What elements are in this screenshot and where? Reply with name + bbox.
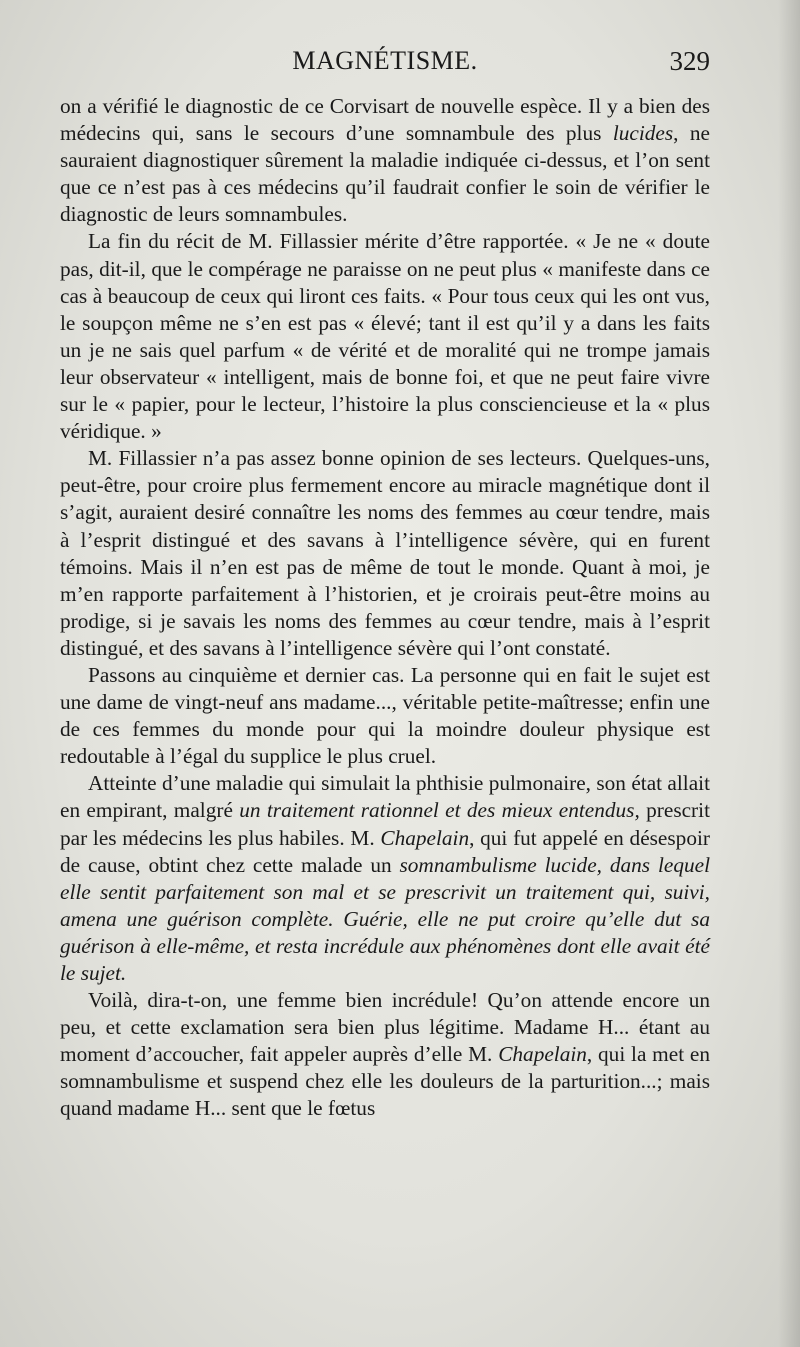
paragraph-1-text: on a vérifié le diagnostic de ce Corvisart de nouvelle espèce. Il y a bien des médecins qui, sans le secours d’une somnambule des plus [60,94,710,146]
paragraph-1-italic: lucides [612,121,674,146]
paragraph-6-text-a: Voilà, dira-t-on, une femme bien incrédule! Qu’on attende encore un peu, et cette exclamation sera bien plus légitime. Madame H... étant au moment d’accoucher, fait appeler auprès d’elle M. [60,988,710,1067]
paragraph-1-end: , ne sauraient diagnostiquer sûrement la maladie indiquée ci-dessus, et l’on sent que ce n’est pas à ces médecins qu’il faudrait confier le soin de vérifier le diagnostic de leurs somnambules. [60,121,710,227]
paragraph-6-italic: Chapelain [498,1042,587,1067]
paragraph-5-italic-3: somnambulisme lucide, dans lequel elle sentit parfaitement son mal et se prescrivit un traitement qui, suivi, amena une guérison complète. Guérie, elle ne put croire qu’elle dut sa guérison à elle-même, et resta incrédule aux phénomènes dont elle avait été le sujet. [60,852,710,985]
paragraph-4: Passons au cinquième et dernier cas. La personne qui en fait le sujet est une dame de vingt-neuf ans madame..., véritable petite-maîtresse; enfin une de ces femmes du monde pour qui la moindre douleur physique est redoutable à l’égal du supplice le plus cruel. [60,662,710,769]
paragraph-5-text-c: , qui fut appelé en désespoir de cause, obtint chez cette malade un [60,825,710,877]
page-edge-shadow [778,0,800,1347]
paragraph-5-italic-2: Chapelain [380,825,470,850]
paragraph-5-text-a: Atteinte d’une maladie qui simulait la phthisie pulmonaire, son état allait en empirant, malgré [60,771,710,823]
paragraph-5 [60,770,710,987]
paragraph-6-text-b: , qui la met en somnambulisme et suspend chez elle les douleurs de la parturition...; mais quand madame H... sent que le fœtus [60,1042,711,1121]
body-text [60,93,710,1123]
paragraph-2: La fin du récit de M. Fillassier mérite d’être rapportée. « Je ne « doute pas, dit-il, que le compérage ne paraisse on ne peut plus « manifeste dans ce cas à beaucoup de ceux qui liront ces faits. « Pour tous ceux qui les ont vus, le soupçon même ne s’en est pas « élevé; tant il est qu’il y a dans les faits un je ne sais quel parfum « de vérité et de moralité qui ne trompe jamais leur observateur « intelligent, mais de bonne foi, et que ne peut faire vivre sur le « papier, pour le lecteur, l’histoire la plus consciencieuse et la « plus véridique. » [60,229,710,444]
page-number: 329 [669,46,710,76]
paragraph-1 [60,93,710,228]
paragraph-5-text-b: prescrit par les médecins les plus habiles. M. [60,798,710,850]
paragraph-6 [60,987,710,1122]
page-header [60,46,710,86]
paragraph-3: M. Fillassier n’a pas assez bonne opinion de ses lecteurs. Quelques-uns, peut-être, pour croire plus fermement encore au miracle magnétique dont il s’agit, auraient desiré connaître les noms des femmes au cœur tendre, mais à l’esprit distingué et des savans à l’intelligence sévère, qui en furent témoins. Mais il n’en est pas de même de tout le monde. Quant à moi, je m’en rapporte parfaitement à l’historien, et je croirais peut-être moins au prodige, si je savais les noms des femmes au cœur tendre, mais à l’esprit distingué, et des savans à l’intelligence sévère qui l’ont constaté. [60,446,710,660]
paragraph-5-italic-1: un traitement rationnel et des mieux entendus, [239,798,640,823]
running-title: MAGNÉTISME. [292,46,478,75]
